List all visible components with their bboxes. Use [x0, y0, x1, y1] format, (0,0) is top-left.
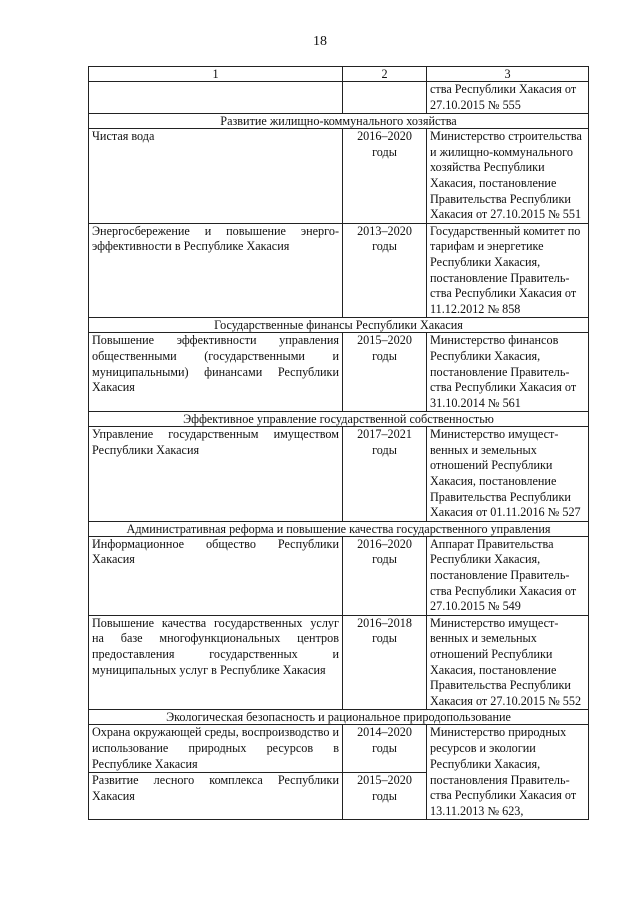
program-name: Чистая вода	[89, 129, 343, 224]
program-name: Управление государственным имуществом Республики Хакасия	[89, 427, 343, 522]
table-row	[89, 427, 589, 522]
carryover-row	[89, 82, 589, 114]
program-period: 2013–2020 годы	[343, 223, 427, 318]
column-number-2: 2	[343, 67, 427, 82]
section-title: Развитие жилищно-коммунального хозяйства	[89, 114, 589, 129]
column-number-1: 1	[89, 67, 343, 82]
column-number-row	[89, 67, 589, 82]
section-header	[89, 710, 589, 725]
program-period: 2016–2018 годы	[343, 615, 427, 710]
program-executor: постановления Правительства Республики Хакасия от 13.11.2013 № 623,	[427, 773, 589, 820]
section-title: Государственные финансы Республики Хакасия	[89, 318, 589, 333]
table-row	[89, 129, 589, 224]
section-header	[89, 114, 589, 129]
section-title: Административная реформа и повышение качества государственного управления	[89, 521, 589, 536]
program-period: 2015–2020 годы	[343, 773, 427, 820]
program-executor: Министерство финансов Республики Хакасия, постановление Правительства Республики Хакасия от 31.10.2014 № 561	[427, 333, 589, 412]
program-name: Повышение эффективности управления общественными (государственными и муниципальными) финансами Республики Хакасия	[89, 333, 343, 412]
program-executor: Министерство имущественных и земельных отношений Республики Хакасия, постановление Правительства Республики Хакасия от 27.10.2015 № 552	[427, 615, 589, 710]
program-name: Энергосбережение и повышение энергоэффективности в Республике Хакасия	[89, 223, 343, 318]
program-name: Развитие лесного комплекса Республики Хакасия	[89, 773, 343, 820]
table-row	[89, 223, 589, 318]
carryover-executor: ства Республики Хакасия от 27.10.2015 № 555	[427, 82, 589, 114]
program-name: Повышение качества государственных услуг на базе многофункциональных центров предоставления государственных и муниципальных услуг в Республике Хакасия	[89, 615, 343, 710]
table-row	[89, 536, 589, 615]
program-period: 2016–2020 годы	[343, 129, 427, 224]
program-executor: Аппарат Правительства Республики Хакасия, постановление Правительства Республики Хакасия от 27.10.2015 № 549	[427, 536, 589, 615]
carryover-period	[343, 82, 427, 114]
section-header	[89, 318, 589, 333]
program-period: 2015–2020 годы	[343, 333, 427, 412]
program-name: Охрана окружающей среды, воспроизводство и использование природных ресурсов в Республике Хакасия	[89, 725, 343, 773]
program-executor: Министерство имущественных и земельных отношений Республики Хакасия, постановление Правительства Республики Хакасия от 01.11.2016 № 527	[427, 427, 589, 522]
table-row	[89, 615, 589, 710]
program-executor: Министерство природных ресурсов и экологии Республики Хакасия,	[427, 725, 589, 773]
program-executor: Государственный комитет по тарифам и энергетике Республики Хакасия, постановление Правительства Республики Хакасия от 11.12.2012 № 858	[427, 223, 589, 318]
page-number: 18	[313, 34, 327, 49]
program-period: 2014–2020 годы	[343, 725, 427, 773]
column-number-3: 3	[427, 67, 589, 82]
program-period: 2017–2021 годы	[343, 427, 427, 522]
section-title: Эффективное управление государственной собственностью	[89, 412, 589, 427]
table-row	[89, 773, 589, 820]
section-title: Экологическая безопасность и рациональное природопользование	[89, 710, 589, 725]
table-row	[89, 333, 589, 412]
program-name: Информационное общество Республики Хакасия	[89, 536, 343, 615]
section-header	[89, 521, 589, 536]
table-row	[89, 725, 589, 773]
carryover-name	[89, 82, 343, 114]
program-executor: Министерство строительства и жилищно-коммунального хозяйства Республики Хакасия, постановление Правительства Республики Хакасия от 27.10.2015 № 551	[427, 129, 589, 224]
section-header	[89, 412, 589, 427]
program-period: 2016–2020 годы	[343, 536, 427, 615]
programs-table	[88, 66, 589, 820]
